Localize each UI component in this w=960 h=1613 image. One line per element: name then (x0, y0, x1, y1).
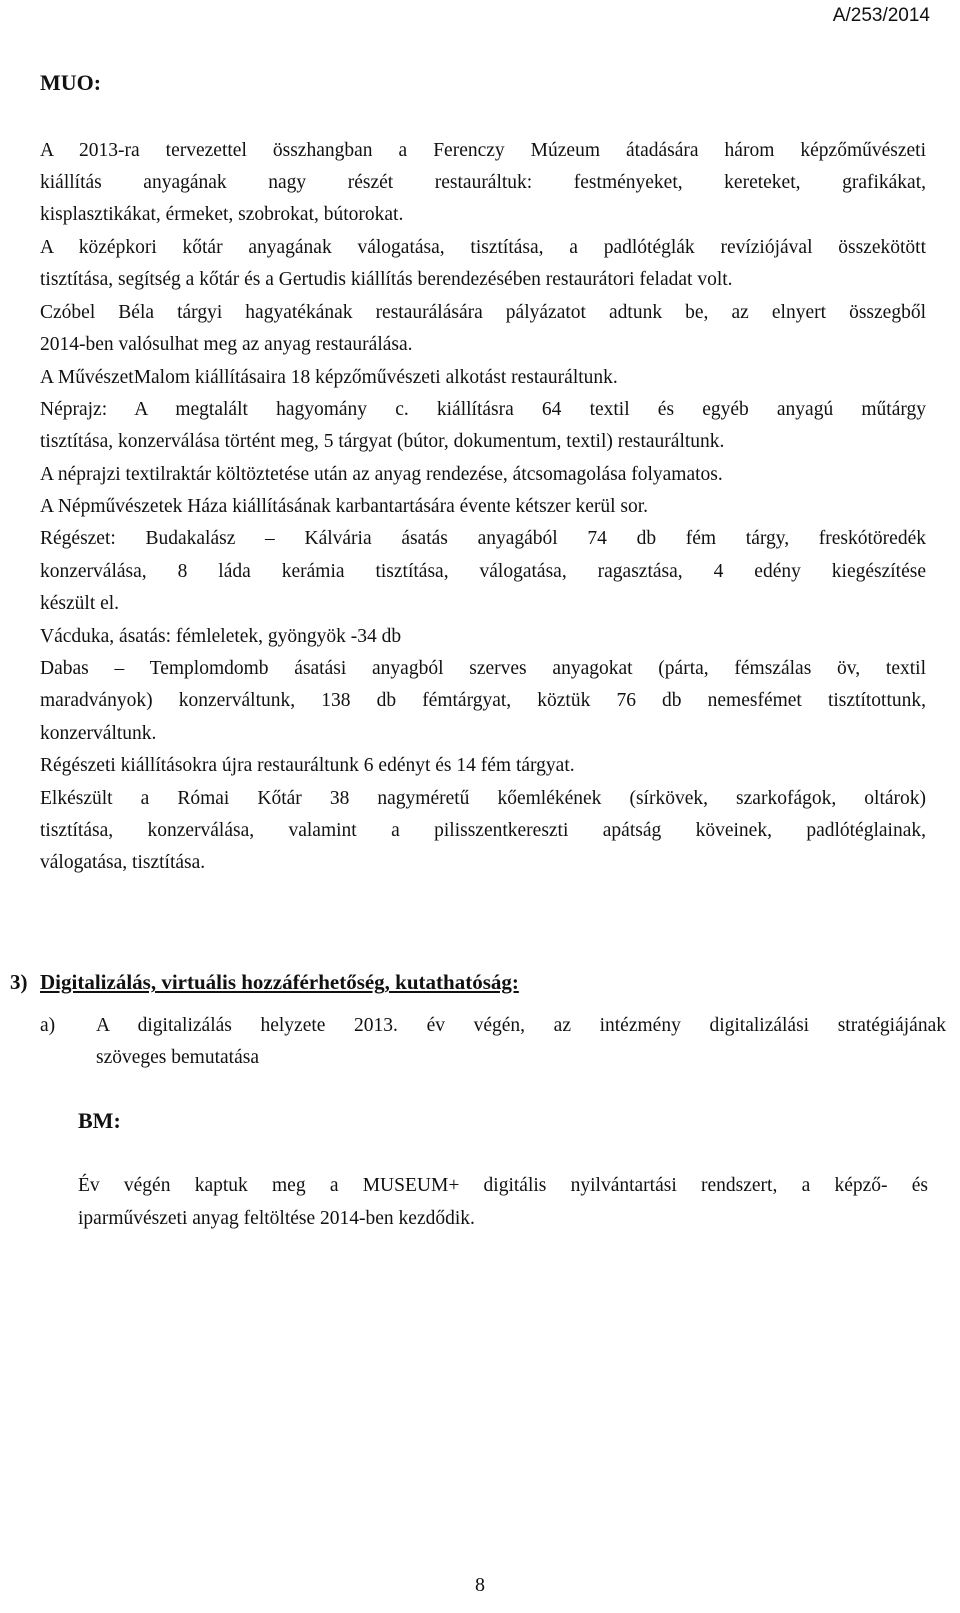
paragraph-line: készült el. (40, 593, 120, 614)
paragraph-line: maradványok) konzerváltunk, 138 db fémtárgyat, köztük 76 db nemesfémet tisztítottunk, (40, 690, 926, 711)
bm-text-line: Év végén kaptuk meg a MUSEUM+ digitális nyilvántartási rendszert, a képző- és (78, 1175, 928, 1196)
paragraph-line: Dabas – Templomdomb ásatási anyagból szerves anyagokat (párta, fémszálas öv, textil (40, 658, 926, 679)
paragraph-line: A MűvészetMalom kiállításaira 18 képzőművészeti alkotást restauráltunk. (40, 367, 618, 388)
page-number: 8 (475, 1574, 485, 1596)
paragraph-line: Néprajz: A megtalált hagyomány c. kiállításra 64 textil és egyéb anyagú műtárgy (40, 399, 926, 420)
paragraph-line: Régészeti kiállításokra újra restauráltunk 6 edényt és 14 fém tárgyat. (40, 755, 575, 776)
paragraph-line: A 2013-ra tervezettel összhangban a Ferenczy Múzeum átadására három képzőművészeti (40, 140, 926, 161)
paragraph-line: tisztítása, segítség a kőtár és a Gertudis kiállítás berendezésében restaurátori feladat volt. (40, 269, 733, 290)
paragraph-line: Régészet: Budakalász – Kálvária ásatás anyagából 74 db fém tárgy, freskótöredék (40, 528, 926, 549)
document-id: A/253/2014 (832, 5, 930, 26)
paragraph-line: kiállítás anyagának nagy részét restauráltuk: festményeket, kereteket, grafikákat, (40, 172, 926, 193)
paragraph-line: kisplasztikákat, érmeket, szobrokat, bútorokat. (40, 204, 404, 225)
paragraph-line: tisztítása, konzerválása történt meg, 5 tárgyat (bútor, dokumentum, textil) restauráltunk. (40, 431, 725, 452)
paragraph-line: konzerváltunk. (40, 723, 157, 744)
bm-text-line: iparművészeti anyag feltöltése 2014-ben kezdődik. (78, 1208, 475, 1229)
paragraph-line: tisztítása, konzerválása, valamint a pilisszentkereszti apátság köveinek, padlótéglainak, (40, 820, 926, 841)
paragraph-line: Vácduka, ásatás: fémleletek, gyöngyök -34 db (40, 626, 402, 647)
bm-heading: BM: (78, 1108, 121, 1133)
subsection-marker: a) (40, 1015, 56, 1036)
paragraph-line: Czóbel Béla tárgyi hagyatékának restaurálására pályázatot adtunk be, az elnyert összegből (40, 302, 926, 323)
paragraph-line: A néprajzi textilraktár költöztetése után az anyag rendezése, átcsomagolása folyamatos. (40, 464, 723, 485)
subsection-text (96, 1010, 946, 1075)
paragraph-line: A középkori kőtár anyagának válogatása, tisztítása, a padlótéglák revíziójával összekötött (40, 237, 926, 258)
paragraph-line: 2014-ben valósulhat meg az anyag restaurálása. (40, 334, 413, 355)
subsection-line: A digitalizálás helyzete 2013. év végén, az intézmény digitalizálási stratégiájának (96, 1015, 946, 1036)
section-number: 3) (10, 970, 28, 994)
section-title: Digitalizálás, virtuális hozzáférhetőség, kutathatóság: (40, 970, 519, 994)
subsection-line: szöveges bemutatása (96, 1047, 259, 1069)
muo-heading: MUO: (40, 70, 102, 95)
paragraph-line: Elkészült a Római Kőtár 38 nagyméretű kőemlékének (sírkövek, szarkofágok, oltárok) (40, 788, 926, 809)
paragraph-line: válogatása, tisztítása. (40, 852, 206, 873)
paragraph-line: A Népművészetek Háza kiállításának karbantartására évente kétszer kerül sor. (40, 496, 649, 517)
paragraph-line: konzerválása, 8 láda kerámia tisztítása, válogatása, ragasztása, 4 edény kiegészítése (40, 561, 926, 582)
section-heading (10, 970, 519, 995)
